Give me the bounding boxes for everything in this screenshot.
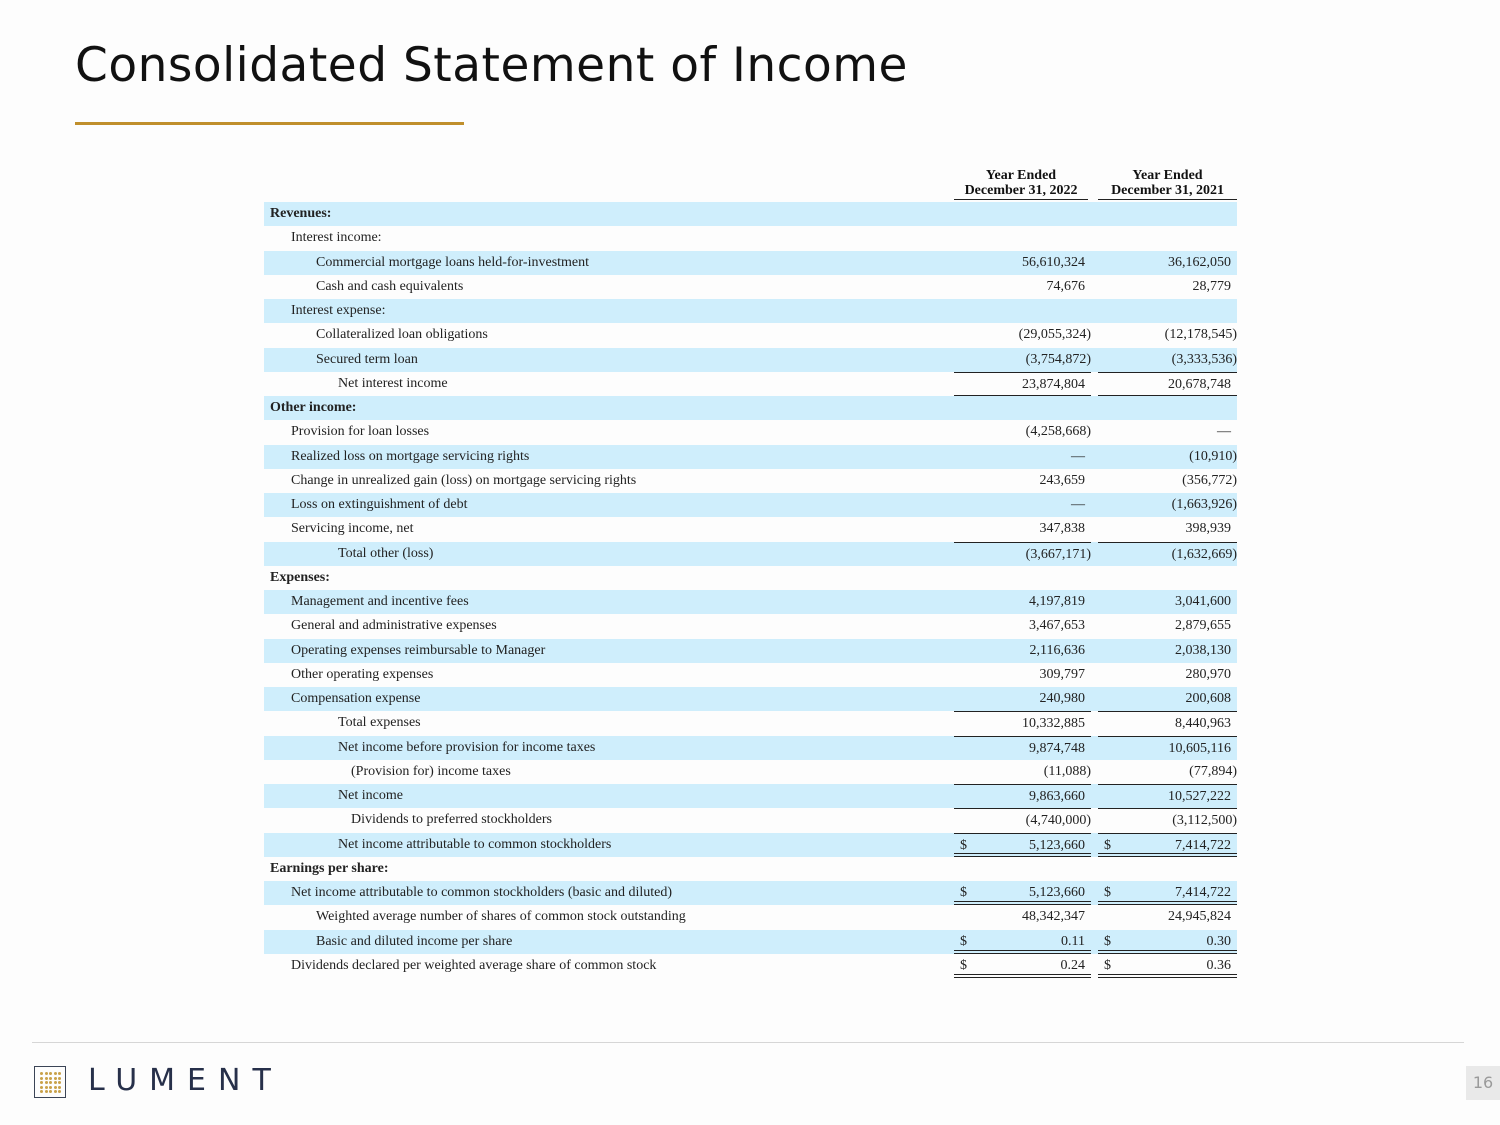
table-row bbox=[264, 857, 1237, 881]
row-label: Net income bbox=[338, 788, 403, 803]
currency-symbol: $ bbox=[1104, 933, 1111, 949]
value-2021-cell bbox=[1098, 808, 1237, 832]
table-row bbox=[264, 251, 1237, 275]
column-header-line2: December 31, 2022 bbox=[954, 183, 1088, 200]
row-value: (4,740,000) bbox=[1025, 813, 1091, 829]
row-value: 243,659 bbox=[1039, 472, 1085, 488]
table-row bbox=[264, 590, 1237, 614]
title-underline bbox=[75, 122, 464, 125]
value-2021-cell bbox=[1098, 784, 1237, 808]
logo-dot bbox=[45, 1072, 48, 1075]
row-value: (77,894) bbox=[1189, 763, 1237, 779]
logo-dot bbox=[40, 1081, 43, 1084]
value-2021-cell bbox=[1098, 711, 1237, 735]
value-2022-cell bbox=[954, 493, 1091, 517]
row-value: 48,342,347 bbox=[1022, 909, 1085, 925]
value-2022-cell bbox=[954, 687, 1091, 711]
row-label: Operating expenses reimbursable to Manager bbox=[291, 642, 546, 658]
value-2021-cell bbox=[1098, 226, 1237, 250]
column-header-line1: Year Ended bbox=[1132, 168, 1203, 183]
row-label: Other operating expenses bbox=[291, 666, 434, 682]
logo-dot bbox=[54, 1086, 57, 1089]
value-2022-cell bbox=[954, 566, 1091, 590]
row-label: General and administrative expenses bbox=[291, 618, 497, 634]
table-row bbox=[264, 954, 1237, 978]
row-value: 7,414,722 bbox=[1175, 837, 1231, 853]
table-row bbox=[264, 566, 1237, 590]
value-2022-cell bbox=[954, 614, 1091, 638]
value-2022-cell bbox=[954, 808, 1091, 832]
row-value: 5,123,660 bbox=[1029, 837, 1085, 853]
row-label: Interest income: bbox=[291, 230, 382, 246]
table-row bbox=[264, 663, 1237, 687]
section-heading: Earnings per share: bbox=[270, 860, 389, 876]
logo-dot bbox=[58, 1090, 61, 1093]
table-body bbox=[264, 202, 1237, 978]
logo-dot bbox=[49, 1077, 52, 1080]
table-row bbox=[264, 760, 1237, 784]
row-value: 0.24 bbox=[1060, 957, 1085, 973]
value-2021-cell bbox=[1098, 469, 1237, 493]
value-2021-cell bbox=[1098, 275, 1237, 299]
value-2022-cell bbox=[954, 760, 1091, 784]
value-2022-cell bbox=[954, 711, 1091, 735]
logo-dot bbox=[54, 1072, 57, 1075]
row-label: Commercial mortgage loans held-for-investment bbox=[316, 254, 590, 270]
row-value: 2,038,130 bbox=[1175, 642, 1231, 658]
table-row bbox=[264, 808, 1237, 832]
table-row bbox=[264, 542, 1237, 566]
table-row bbox=[264, 493, 1237, 517]
value-2021-cell bbox=[1098, 590, 1237, 614]
row-value: (12,178,545) bbox=[1164, 327, 1237, 343]
row-value: 5,123,660 bbox=[1029, 885, 1085, 900]
logo-dot bbox=[40, 1090, 43, 1093]
table-row bbox=[264, 348, 1237, 372]
value-2022-cell bbox=[954, 323, 1091, 347]
row-value: 20,678,748 bbox=[1168, 376, 1231, 392]
row-value: 309,797 bbox=[1039, 666, 1085, 682]
logo-dot bbox=[45, 1086, 48, 1089]
logo-dot bbox=[49, 1086, 52, 1089]
row-label: Basic and diluted income per share bbox=[316, 933, 513, 949]
row-label: Net income before provision for income taxes bbox=[338, 739, 596, 755]
row-value: 9,863,660 bbox=[1029, 789, 1085, 804]
table-row bbox=[264, 445, 1237, 469]
table-row bbox=[264, 226, 1237, 250]
value-2021-cell bbox=[1098, 517, 1237, 541]
logo-dot bbox=[58, 1086, 61, 1089]
row-label: Servicing income, net bbox=[291, 521, 414, 537]
value-2021-cell bbox=[1098, 323, 1237, 347]
currency-symbol: $ bbox=[960, 933, 967, 949]
value-2021-cell bbox=[1098, 881, 1237, 905]
value-2021-cell bbox=[1098, 493, 1237, 517]
row-value: 200,608 bbox=[1185, 691, 1231, 706]
logo-dot bbox=[54, 1077, 57, 1080]
logo-dot bbox=[54, 1090, 57, 1093]
row-label: Loss on extinguishment of debt bbox=[291, 497, 468, 512]
logo-dot bbox=[58, 1081, 61, 1084]
page-title: Consolidated Statement of Income bbox=[75, 38, 908, 93]
value-2022-cell bbox=[954, 275, 1091, 299]
value-2022-cell bbox=[954, 396, 1091, 420]
value-2021-cell bbox=[1098, 614, 1237, 638]
row-value: 56,610,324 bbox=[1022, 254, 1085, 270]
row-value: 74,676 bbox=[1046, 278, 1085, 294]
row-label: Net income attributable to common stockholders (basic and diluted) bbox=[291, 885, 673, 900]
value-2021-cell bbox=[1098, 299, 1237, 323]
column-header-line1: Year Ended bbox=[985, 168, 1057, 183]
row-value: 347,838 bbox=[1039, 521, 1085, 537]
value-2021-cell bbox=[1098, 687, 1237, 711]
logo-dot bbox=[58, 1077, 61, 1080]
value-2022-cell bbox=[954, 372, 1091, 396]
value-2022-cell bbox=[954, 881, 1091, 905]
row-value: 0.36 bbox=[1206, 957, 1231, 973]
table-row bbox=[264, 469, 1237, 493]
currency-symbol: $ bbox=[960, 885, 967, 900]
table-row bbox=[264, 299, 1237, 323]
row-label: Weighted average number of shares of common stock outstanding bbox=[316, 909, 686, 925]
column-header-2022 bbox=[954, 168, 1088, 200]
value-2021-cell bbox=[1098, 905, 1237, 929]
value-2022-cell bbox=[954, 736, 1091, 760]
currency-symbol: $ bbox=[960, 957, 967, 973]
row-label: (Provision for) income taxes bbox=[351, 763, 511, 779]
row-value: (3,754,872) bbox=[1025, 351, 1091, 367]
value-2021-cell bbox=[1098, 930, 1237, 954]
row-value: 9,874,748 bbox=[1029, 740, 1085, 756]
value-2022-cell bbox=[954, 299, 1091, 323]
value-2021-cell bbox=[1098, 251, 1237, 275]
row-value: (1,632,669) bbox=[1171, 546, 1237, 562]
row-label: Interest expense: bbox=[291, 303, 386, 318]
value-2021-cell bbox=[1098, 445, 1237, 469]
value-2021-cell bbox=[1098, 348, 1237, 372]
table-row bbox=[264, 323, 1237, 347]
table-row bbox=[264, 420, 1237, 444]
table-row bbox=[264, 736, 1237, 760]
logo-dot bbox=[54, 1081, 57, 1084]
value-2022-cell bbox=[954, 542, 1091, 566]
value-2022-cell bbox=[954, 420, 1091, 444]
row-value: 3,467,653 bbox=[1029, 618, 1085, 634]
section-heading: Expenses: bbox=[270, 569, 330, 585]
row-value: — bbox=[1217, 424, 1231, 440]
table-row bbox=[264, 905, 1237, 929]
logo-dot bbox=[45, 1081, 48, 1084]
row-value: 10,605,116 bbox=[1168, 740, 1231, 756]
table-row bbox=[264, 639, 1237, 663]
value-2021-cell bbox=[1098, 663, 1237, 687]
value-2022-cell bbox=[954, 639, 1091, 663]
row-label: Compensation expense bbox=[291, 691, 421, 706]
table-row bbox=[264, 275, 1237, 299]
value-2021-cell bbox=[1098, 396, 1237, 420]
row-value: 4,197,819 bbox=[1029, 594, 1085, 609]
row-label: Net interest income bbox=[338, 375, 448, 391]
row-value: (3,667,171) bbox=[1025, 546, 1091, 562]
row-label: Dividends declared per weighted average share of common stock bbox=[291, 957, 657, 973]
row-value: 24,945,824 bbox=[1168, 909, 1231, 925]
value-2022-cell bbox=[954, 469, 1091, 493]
brand-wordmark: LUMENT bbox=[88, 1063, 283, 1098]
row-value: 240,980 bbox=[1039, 691, 1085, 706]
value-2022-cell bbox=[954, 226, 1091, 250]
value-2021-cell bbox=[1098, 566, 1237, 590]
row-value: 0.30 bbox=[1206, 933, 1231, 949]
row-value: (29,055,324) bbox=[1018, 327, 1091, 343]
income-statement-table bbox=[264, 168, 1237, 978]
row-label: Dividends to preferred stockholders bbox=[351, 812, 552, 828]
table-row bbox=[264, 711, 1237, 735]
row-value: 2,879,655 bbox=[1175, 618, 1231, 634]
logo-dot bbox=[49, 1072, 52, 1075]
value-2021-cell bbox=[1098, 420, 1237, 444]
row-value: 8,440,963 bbox=[1175, 716, 1231, 732]
value-2021-cell bbox=[1098, 954, 1237, 978]
row-value: (3,112,500) bbox=[1172, 813, 1237, 829]
logo-dot bbox=[45, 1090, 48, 1093]
row-value: — bbox=[1071, 448, 1085, 464]
row-value: 10,332,885 bbox=[1022, 716, 1085, 732]
footer-divider bbox=[32, 1042, 1464, 1043]
column-header-line2: December 31, 2021 bbox=[1098, 183, 1237, 200]
table-row bbox=[264, 372, 1237, 396]
row-label: Secured term loan bbox=[316, 351, 418, 367]
row-value: — bbox=[1071, 497, 1085, 512]
value-2021-cell bbox=[1098, 736, 1237, 760]
value-2021-cell bbox=[1098, 202, 1237, 226]
table-row bbox=[264, 517, 1237, 541]
table-header bbox=[264, 168, 1237, 202]
table-row bbox=[264, 396, 1237, 420]
column-header-2021 bbox=[1098, 168, 1237, 200]
row-value: 0.11 bbox=[1061, 933, 1085, 949]
table-row bbox=[264, 930, 1237, 954]
row-label: Cash and cash equivalents bbox=[316, 278, 464, 294]
value-2021-cell bbox=[1098, 542, 1237, 566]
logo-dot bbox=[40, 1072, 43, 1075]
value-2022-cell bbox=[954, 202, 1091, 226]
row-value: (10,910) bbox=[1189, 448, 1237, 464]
value-2021-cell bbox=[1098, 639, 1237, 663]
logo-dot bbox=[45, 1077, 48, 1080]
row-label: Collateralized loan obligations bbox=[316, 327, 488, 343]
currency-symbol: $ bbox=[1104, 957, 1111, 973]
logo-dot bbox=[40, 1077, 43, 1080]
row-value: 2,116,636 bbox=[1029, 642, 1085, 658]
row-label: Realized loss on mortgage servicing rights bbox=[291, 448, 530, 464]
table-row bbox=[264, 614, 1237, 638]
value-2022-cell bbox=[954, 251, 1091, 275]
table-row bbox=[264, 881, 1237, 905]
row-value: (356,772) bbox=[1182, 472, 1237, 488]
logo-dot bbox=[40, 1086, 43, 1089]
row-value: (11,088) bbox=[1043, 763, 1091, 779]
row-value: 36,162,050 bbox=[1168, 254, 1231, 270]
table-row bbox=[264, 687, 1237, 711]
logo-dot bbox=[49, 1090, 52, 1093]
lument-logo-icon bbox=[34, 1066, 66, 1098]
page-number: 16 bbox=[1466, 1066, 1500, 1100]
value-2022-cell bbox=[954, 857, 1091, 881]
value-2021-cell bbox=[1098, 372, 1237, 396]
value-2021-cell bbox=[1098, 760, 1237, 784]
value-2022-cell bbox=[954, 930, 1091, 954]
row-value: 398,939 bbox=[1185, 521, 1231, 537]
row-value: 10,527,222 bbox=[1168, 789, 1231, 804]
row-label: Management and incentive fees bbox=[291, 594, 469, 609]
logo-dot bbox=[58, 1072, 61, 1075]
row-value: 3,041,600 bbox=[1175, 594, 1231, 609]
row-value: 28,779 bbox=[1192, 278, 1231, 294]
row-value: (1,663,926) bbox=[1171, 497, 1237, 512]
section-heading: Other income: bbox=[270, 400, 357, 415]
value-2022-cell bbox=[954, 348, 1091, 372]
row-value: 7,414,722 bbox=[1175, 885, 1231, 900]
section-heading: Revenues: bbox=[270, 206, 332, 221]
value-2021-cell bbox=[1098, 833, 1237, 857]
row-label: Provision for loan losses bbox=[291, 424, 430, 440]
value-2022-cell bbox=[954, 590, 1091, 614]
row-value: (3,333,536) bbox=[1171, 351, 1237, 367]
logo-dot bbox=[49, 1081, 52, 1084]
currency-symbol: $ bbox=[1104, 885, 1111, 900]
value-2022-cell bbox=[954, 954, 1091, 978]
currency-symbol: $ bbox=[960, 837, 967, 853]
row-value: (4,258,668) bbox=[1025, 424, 1091, 440]
table-row bbox=[264, 202, 1237, 226]
row-label: Total expenses bbox=[338, 715, 421, 731]
table-row bbox=[264, 784, 1237, 808]
value-2021-cell bbox=[1098, 857, 1237, 881]
value-2022-cell bbox=[954, 517, 1091, 541]
row-label: Net income attributable to common stockholders bbox=[338, 836, 612, 852]
row-value: 280,970 bbox=[1185, 666, 1231, 682]
value-2022-cell bbox=[954, 784, 1091, 808]
currency-symbol: $ bbox=[1104, 837, 1111, 853]
row-value: 23,874,804 bbox=[1022, 376, 1085, 392]
row-label: Total other (loss) bbox=[338, 545, 434, 561]
table-row bbox=[264, 833, 1237, 857]
row-label: Change in unrealized gain (loss) on mortgage servicing rights bbox=[291, 472, 637, 488]
value-2022-cell bbox=[954, 445, 1091, 469]
value-2022-cell bbox=[954, 833, 1091, 857]
value-2022-cell bbox=[954, 905, 1091, 929]
value-2022-cell bbox=[954, 663, 1091, 687]
